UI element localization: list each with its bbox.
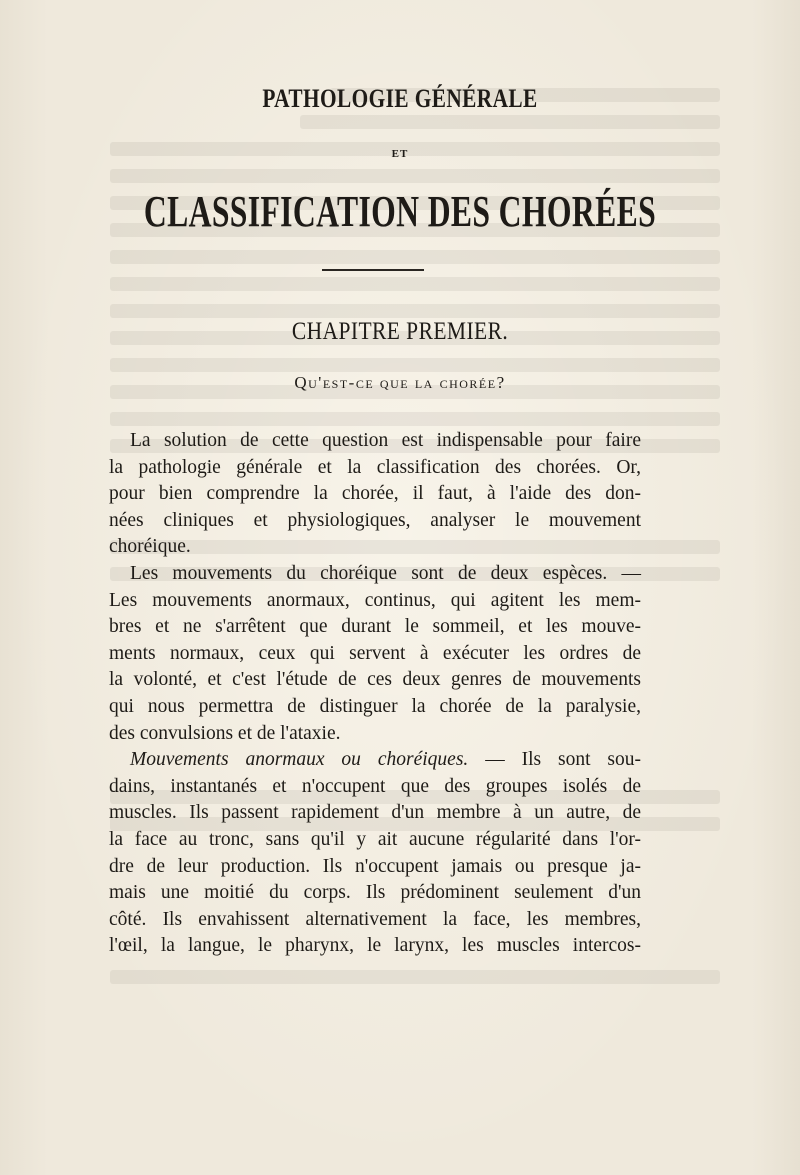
text-line: muscles. Ils passent rapidement d'un membre à un autre, de: [109, 802, 641, 824]
text-line: dains, instantanés et n'occupent que des groupes isolés de: [109, 775, 641, 797]
title-divider: [322, 269, 424, 271]
text-line: Les mouvements du choréique sont de deux espèces. —: [130, 562, 641, 584]
text-line: pour bien comprendre la chorée, il faut, à l'aide des don-: [109, 483, 641, 505]
title-conjunction: ET: [391, 148, 409, 160]
chapter-heading: CHAPITRE PREMIER.: [291, 318, 509, 345]
text-line: mais une moitié du corps. Ils prédominent seulement d'un: [109, 882, 641, 904]
text-line: nées cliniques et physiologiques, analyser le mouvement: [109, 509, 641, 531]
text-line: choréique.: [109, 536, 191, 558]
text-line: Les mouvements anormaux, continus, qui agitent les mem-: [109, 589, 641, 611]
section-heading: Qu'est-ce que la chorée?: [294, 373, 506, 392]
text-line: bres et ne s'arrêtent que durant le sommeil, et les mouve-: [109, 616, 641, 638]
body-text: [109, 428, 641, 960]
text-line: La solution de cette question est indispensable pour faire: [130, 430, 641, 451]
text-line: ments normaux, ceux qui servent à exécuter les ordres de: [109, 642, 641, 664]
text-line-rest: — Ils sont sou-: [485, 749, 641, 771]
text-line: dre de leur production. Ils n'occupent jamais ou presque ja-: [109, 855, 641, 877]
text-line: l'œil, la langue, le pharynx, le larynx, les muscles intercos-: [109, 935, 641, 957]
text-line: la face au tronc, sans qu'il y ait aucune régularité dans l'or-: [109, 828, 641, 850]
italic-subheading: Mouvements anormaux ou choréiques.: [130, 749, 469, 771]
text-line: des convulsions et de l'ataxie.: [109, 722, 341, 744]
text-line: la volonté, et c'est l'étude de ces deux genres de mouvements: [109, 669, 641, 691]
main-title: CLASSIFICATION DES CHORÉES: [143, 187, 657, 236]
text-line: la pathologie générale et la classification des chorées. Or,: [109, 456, 641, 478]
text-line: qui nous permettra de distinguer la chorée de la paralysie,: [109, 695, 641, 717]
running-title: PATHOLOGIE GÉNÉRALE: [262, 84, 538, 113]
text-line-with-italic-lead: [109, 747, 641, 774]
text-line: côté. Ils envahissent alternativement la face, les membres,: [109, 908, 641, 930]
